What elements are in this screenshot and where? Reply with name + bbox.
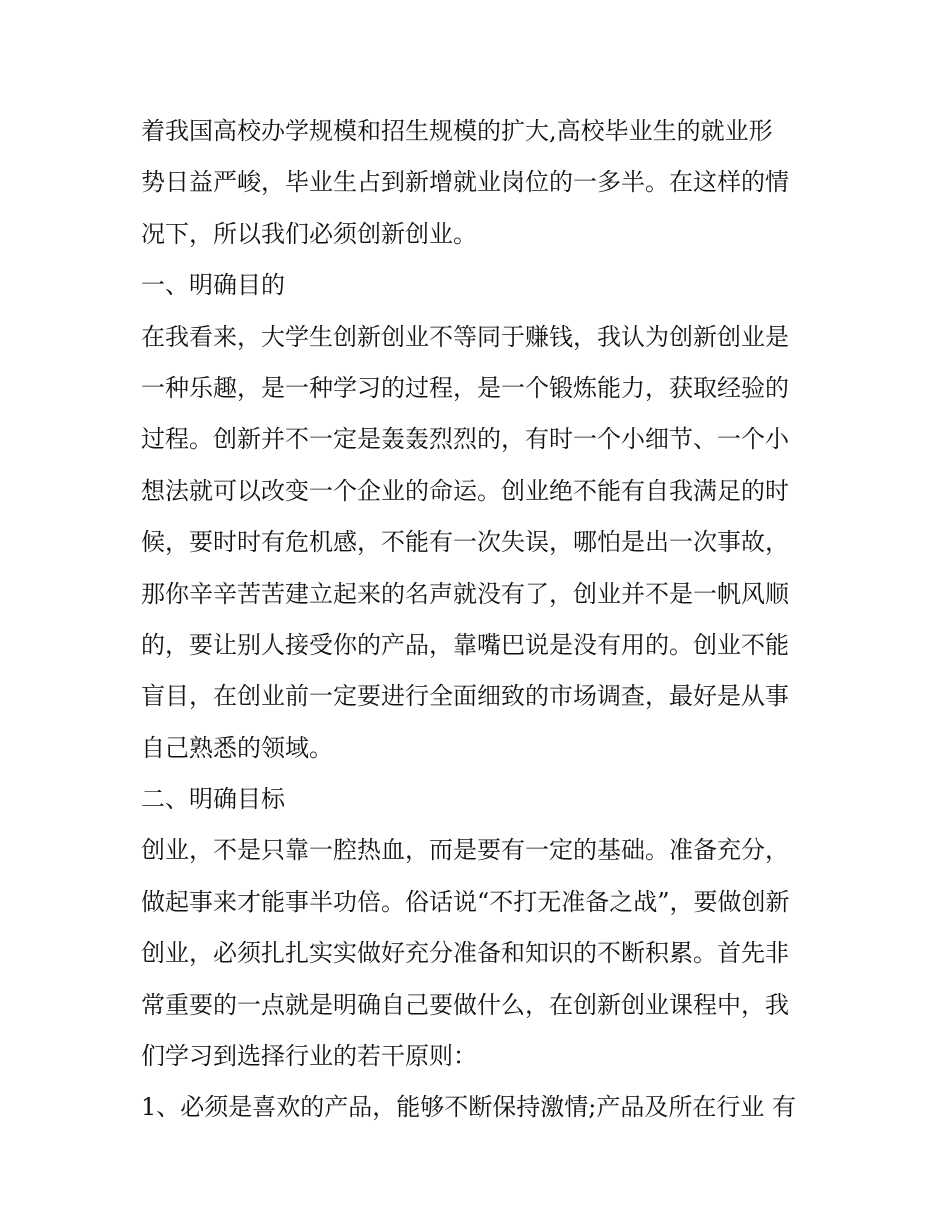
- document-body: [141, 106, 821, 1134]
- text-line-5: 在我看来，大学生创新创业不等同于赚钱，我认为创新创业是: [141, 322, 789, 351]
- text-line-7: 过程。创新并不一定是轰轰烈烈的，有时一个小细节、一个小: [141, 425, 789, 454]
- text-line-15: 创业，不是只靠一腔热血，而是要有一定的基础。准备充分，: [141, 836, 789, 865]
- text-line-11: 的，要让别人接受你的产品，靠嘴巴说是没有用的。创业不能: [141, 630, 789, 659]
- text-line-2: 势日益严峻，毕业生占到新增就业岗位的一多半。在这样的情: [141, 168, 789, 197]
- list-item-1: 1、必须是喜欢的产品，能够不断保持激情;产品及所在行业 有: [141, 1093, 796, 1122]
- text-line-17: 创业，必须扎扎实实做好充分准备和知识的不断积累。首先非: [141, 939, 789, 968]
- text-line-19: 们学习到选择行业的若干原则：: [141, 1042, 477, 1071]
- text-line-10: 那你辛辛苦苦建立起来的名声就没有了，创业并不是一帆风顺: [141, 579, 789, 608]
- section-heading-goal: 二、明确目标: [141, 785, 285, 814]
- text-line-12: 盲目，在创业前一定要进行全面细致的市场调查，最好是从事: [141, 682, 789, 711]
- text-line-9: 候，要时时有危机感，不能有一次失误，哪怕是出一次事故，: [141, 528, 789, 557]
- text-line-18: 常重要的一点就是明确自己要做什么，在创新创业课程中，我: [141, 990, 789, 1019]
- section-heading-purpose: 一、明确目的: [141, 271, 285, 300]
- text-line-8: 想法就可以改变一个企业的命运。创业绝不能有自我满足的时: [141, 476, 789, 505]
- text-line-16: 做起事来才能事半功倍。俗话说“不打无准备之战”，要做创新: [141, 887, 790, 916]
- text-line-13: 自己熟悉的领域。: [141, 733, 333, 762]
- text-line-6: 一种乐趣，是一种学习的过程，是一个锻炼能力，获取经验的: [141, 373, 789, 402]
- text-line-3: 况下，所以我们必须创新创业。: [141, 219, 477, 248]
- text-line-1: 着我国高校办学规模和招生规模的扩大,高校毕业生的就业形: [141, 117, 773, 145]
